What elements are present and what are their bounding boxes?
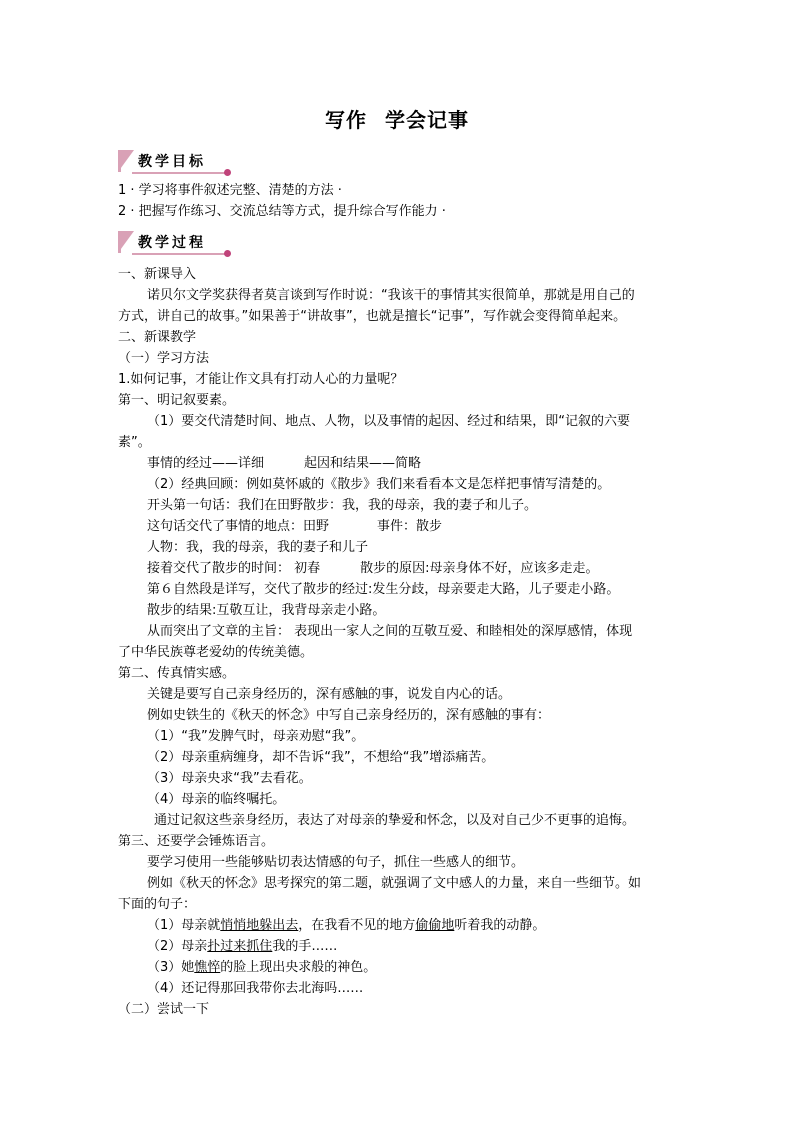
body-fragment: 听着我的动静。 [454, 918, 546, 933]
body-line: （1）要交代清楚时间、地点、人物，以及事情的起因、经过和结果，即“记叙的六要 [147, 414, 631, 429]
body-line: 从而突出了文章的主旨： 表现出一家人之间的互敬互爱、和睦相处的深厚感情，体现 [147, 624, 633, 639]
body-line: 散步的结果:互敬互让，我背母亲走小路。 [147, 603, 386, 618]
body-fragment: 事件：散步 [377, 519, 443, 534]
goal-item: 1 · 学习将事件叙述完整、清楚的方法 · [118, 183, 342, 198]
underlined-phrase: 抓住 [246, 939, 273, 954]
body-line: 了中华民族尊老爱幼的传统美德。 [118, 645, 314, 660]
body-line: 例如《秋天的怀念》思考探究的第二题，就强调了文中感人的力量，来自一些细节。如 [147, 876, 642, 891]
body-line: （1）“我”发脾气时，母亲劝慰“我”。 [147, 729, 365, 744]
body-line: 方式，讲自己的故事。”如果善于“讲故事”，也就是擅长“记事”，写作就会变得简单起来。 [118, 309, 627, 324]
body-fragment: 起因和结果——简略 [304, 456, 422, 471]
section-label-process: 教学过程 [138, 235, 206, 251]
title-part-2: 学会记事 [385, 108, 469, 132]
section-header-goals [118, 150, 234, 176]
body-line: 第三、还要学会锤炼语言。 [118, 834, 275, 849]
body-line: 开头第一句话：我们在田野散步：我，我的母亲，我的妻子和儿子。 [147, 498, 538, 513]
body-line: （一）学习方法 [118, 351, 210, 366]
body-line: 二、新课教学 [118, 330, 197, 345]
body-line: 人物：我，我的母亲，我的妻子和儿子 [147, 540, 369, 555]
body-line: （2）母亲重病缠身，却不告诉“我”，不想给“我”增添痛苦。 [147, 750, 495, 765]
body-line [147, 516, 707, 537]
body-line: 第一、明记叙要素。 [118, 393, 236, 408]
body-line: 下面的句子： [118, 897, 197, 912]
body-line [147, 915, 707, 936]
body-line: 诺贝尔文学奖获得者莫言谈到写作时说：“我该干的事情其实很简单，那就是用自己的 [147, 288, 635, 303]
body-line: （4）还记得那回我带你去北海吗…… [147, 981, 364, 996]
page-title [0, 104, 794, 133]
body-line: 第二、传真情实感。 [118, 666, 236, 681]
body-line: 第６自然段是详写，交代了散步的经过:发生分歧，母亲要走大路，儿子要走小路。 [147, 582, 620, 597]
title-part-1: 写作 [325, 108, 367, 132]
section-header-process [118, 231, 234, 257]
body-fragment: （3）她 [147, 960, 195, 975]
goal-item: 2 · 把握写作练习、交流总结等方式，提升综合写作能力 · [118, 204, 446, 219]
body-line: 素”。 [118, 435, 151, 450]
body-fragment: 散步的原因:母亲身体不好，应该多走走。 [360, 561, 599, 576]
underlined-phrase: 偷偷地 [415, 918, 455, 933]
body-fragment: 接着交代了散步的时间： 初春 [147, 561, 321, 576]
body-line [147, 957, 707, 978]
body-fragment: 这句话交代了事情的地点：田野 [147, 519, 330, 534]
body-line: （3）母亲央求“我”去看花。 [147, 771, 312, 786]
body-line: 1.如何记事，才能让作文具有打动人心的力量呢？ [118, 372, 404, 387]
body-fragment: （2）母亲 [147, 939, 208, 954]
section-label-goals: 教学目标 [138, 154, 206, 170]
body-line: 例如史铁生的《秋天的怀念》中写自己亲身经历的，深有感触的事有： [147, 708, 551, 723]
body-fragment: 事情的经过——详细 [147, 456, 265, 471]
underlined-phrase: 扑过来 [207, 939, 247, 954]
body-line: 要学习使用一些能够贴切表达情感的句子，抓住一些感人的细节。 [147, 855, 525, 870]
body-line: （2）经典回顾：例如莫怀戚的《散步》我们来看看本文是怎样把事情写清楚的。 [147, 477, 611, 492]
body-line [147, 453, 707, 474]
body-fragment: ，在我看不见的地方 [298, 918, 416, 933]
body-fragment: 我的手…… [272, 939, 338, 954]
body-line [147, 936, 707, 957]
body-line: （二）尝试一下 [118, 1002, 210, 1017]
body-line [147, 558, 707, 579]
body-line: 通过记叙这些亲身经历，表达了对母亲的挚爱和怀念，以及对自己少不更事的追悔。 [154, 813, 636, 828]
body-line: 一、新课导入 [118, 267, 197, 282]
underlined-phrase: 憔悴 [194, 960, 221, 975]
body-fragment: 的脸上现出央求般的神色。 [220, 960, 377, 975]
body-fragment: （1）母亲就 [147, 918, 221, 933]
body-line: （4）母亲的临终嘱托。 [147, 792, 286, 807]
body-line: 关键是要写自己亲身经历的，深有感触的事，说发自内心的话。 [147, 687, 512, 702]
underlined-phrase: 悄悄地躲出去 [220, 918, 299, 933]
